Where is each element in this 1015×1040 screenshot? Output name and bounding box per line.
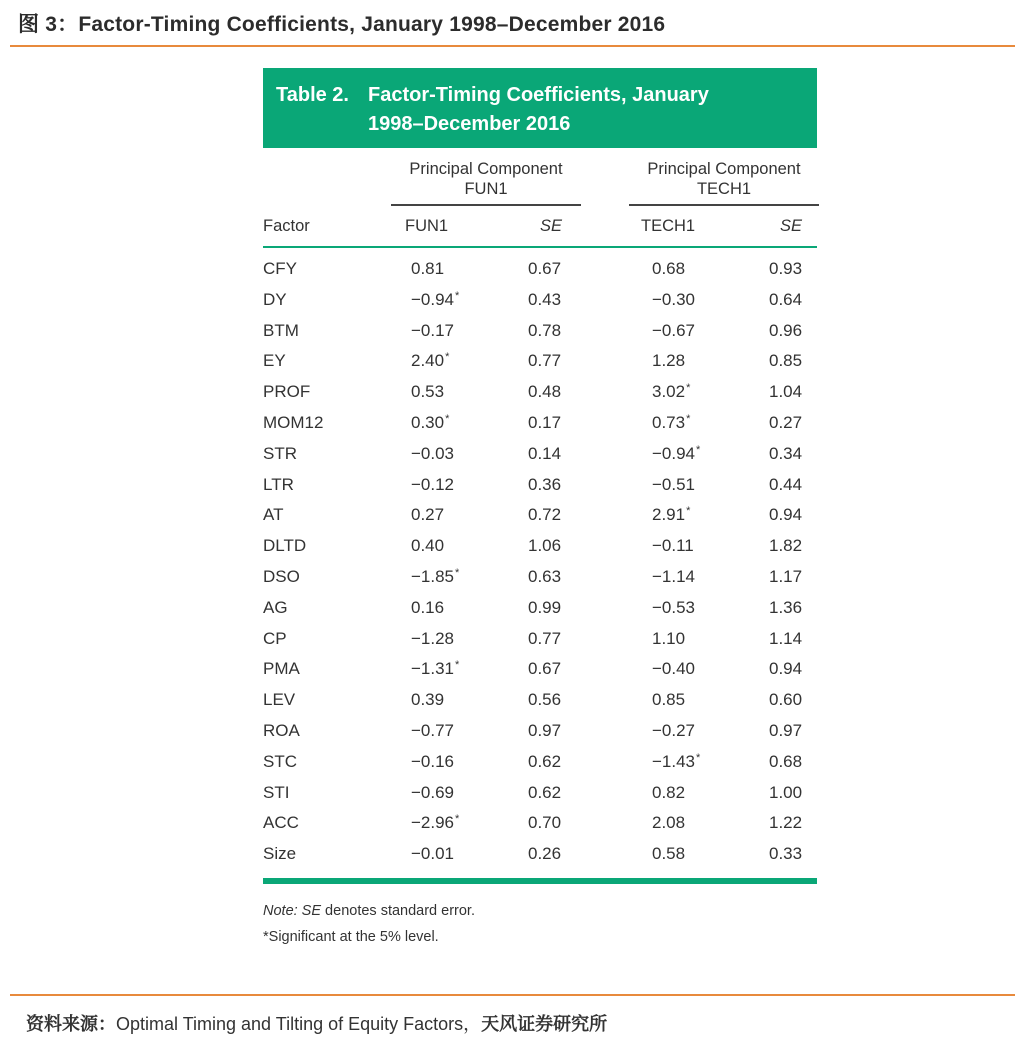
- cell-se2: 0.85: [769, 351, 803, 371]
- col-header-fun1: FUN1: [405, 217, 449, 235]
- cell-factor: Size: [263, 844, 297, 864]
- group-header-tech1: [629, 159, 819, 199]
- cell-fun1: −2.96*: [411, 813, 460, 833]
- source-org: 天风证券研究所: [481, 1014, 608, 1034]
- table-notes: [263, 898, 817, 950]
- cell-tech1: 0.68: [652, 259, 686, 278]
- cell-se1: 0.67: [528, 659, 562, 679]
- cell-fun1: −0.94*: [411, 289, 460, 309]
- table-title-line1: Factor-Timing Coefficients, January: [368, 84, 709, 106]
- table-row: [263, 439, 817, 470]
- col-header-se2: SE: [780, 217, 803, 235]
- cell-fun1: −1.31*: [411, 659, 460, 679]
- table-row: [263, 377, 817, 408]
- group-header-fun1-line2: FUN1: [464, 180, 508, 198]
- cell-se1: 0.14: [528, 443, 562, 463]
- cell-se2: 0.44: [769, 474, 803, 494]
- cell-tech1: 0.85: [652, 690, 686, 710]
- cell-se2: 0.60: [769, 690, 803, 710]
- cell-tech1: −0.40: [652, 659, 696, 679]
- cell-tech1: −0.67: [652, 320, 696, 340]
- table-row: [263, 408, 817, 439]
- cell-factor: PROF: [263, 382, 311, 402]
- cell-se1: 0.70: [528, 813, 562, 833]
- group-underline-fun1: [391, 204, 581, 206]
- cell-factor: STI: [263, 782, 290, 802]
- table-row: [263, 778, 817, 809]
- table-header-banner: [263, 68, 817, 148]
- cell-factor: AT: [263, 505, 284, 525]
- figure-title: 图 3：Factor-Timing Coefficients, January 1998–December 2016: [18, 13, 666, 36]
- cell-tech1: 3.02*: [652, 382, 691, 402]
- table-row: [263, 470, 817, 501]
- table-row: [263, 593, 817, 624]
- cell-se2: 0.94: [769, 505, 803, 525]
- cell-se2: 0.94: [769, 659, 803, 679]
- cell-fun1: −0.17: [411, 320, 455, 340]
- cell-se2: 0.96: [769, 320, 803, 340]
- cell-fun1: 0.81: [411, 259, 445, 278]
- cell-se1: 0.43: [528, 289, 562, 309]
- cell-se2: 1.00: [769, 782, 803, 802]
- cell-fun1: 0.39: [411, 690, 445, 710]
- cell-se2: 1.14: [769, 628, 803, 648]
- cell-factor: DSO: [263, 566, 300, 586]
- significance-marker: *: [445, 412, 450, 425]
- cell-se1: 0.36: [528, 474, 562, 494]
- col-header-se1: SE: [540, 217, 563, 235]
- group-header-tech1-line2: TECH1: [696, 180, 752, 198]
- cell-se1: 0.97: [528, 720, 562, 740]
- cell-tech1: 1.10: [652, 628, 686, 648]
- cell-tech1: 0.73*: [652, 412, 691, 432]
- note-label: Note: SE: [263, 902, 322, 919]
- cell-se1: 0.62: [528, 751, 562, 771]
- cell-fun1: 0.30*: [411, 412, 450, 432]
- cell-factor: CP: [263, 628, 287, 648]
- cell-fun1: −0.16: [411, 751, 455, 771]
- significance-marker: *: [686, 505, 691, 518]
- group-header-tech1-line1: Principal Component: [647, 160, 801, 178]
- significance-marker: *: [455, 289, 460, 302]
- cell-factor: STR: [263, 443, 297, 463]
- cell-tech1: 2.08: [652, 813, 686, 833]
- cell-tech1: 0.82: [652, 782, 686, 802]
- significance-marker: *: [455, 566, 460, 579]
- cell-factor: ROA: [263, 720, 300, 740]
- cell-se2: 0.33: [769, 844, 803, 864]
- cell-se2: 0.34: [769, 443, 803, 463]
- bottom-divider: [10, 994, 1015, 996]
- note-se: [263, 898, 817, 924]
- cell-fun1: −0.12: [411, 474, 455, 494]
- cell-tech1: −0.11: [652, 536, 694, 556]
- significance-marker: *: [445, 351, 450, 364]
- cell-se1: 0.56: [528, 690, 562, 710]
- cell-fun1: 0.16: [411, 597, 445, 617]
- cell-se1: 0.26: [528, 844, 562, 864]
- significance-marker: *: [696, 443, 701, 456]
- cell-se1: 0.77: [528, 351, 562, 371]
- table-row: [263, 747, 817, 778]
- cell-se1: 0.99: [528, 597, 562, 617]
- col-header-tech1: TECH1: [641, 217, 696, 235]
- cell-fun1: −1.28: [411, 628, 455, 648]
- table-row: [263, 285, 817, 316]
- cell-se2: 1.22: [769, 813, 803, 833]
- cell-fun1: −0.69: [411, 782, 455, 802]
- cell-se1: 0.77: [528, 628, 562, 648]
- cell-se1: 0.78: [528, 320, 562, 340]
- cell-factor: STC: [263, 751, 297, 771]
- cell-factor: BTM: [263, 320, 299, 340]
- table-row: [263, 624, 817, 655]
- cell-fun1: −0.77: [411, 720, 455, 740]
- table-row: [263, 685, 817, 716]
- column-groups: [263, 148, 817, 208]
- significance-marker: *: [686, 412, 691, 425]
- cell-se2: 0.97: [769, 720, 803, 740]
- cell-se2: 0.93: [769, 259, 803, 278]
- table-row: [263, 531, 817, 562]
- column-header-row: [263, 208, 817, 246]
- cell-fun1: 2.40*: [411, 351, 450, 371]
- table-row: [263, 254, 817, 285]
- cell-se1: 0.62: [528, 782, 562, 802]
- group-header-fun1: [391, 159, 581, 199]
- col-header-factor: Factor: [263, 217, 310, 235]
- factor-timing-table: [263, 68, 817, 950]
- cell-factor: LTR: [263, 474, 294, 494]
- cell-tech1: −0.30: [652, 289, 696, 309]
- cell-fun1: −1.85*: [411, 566, 460, 586]
- note-text: denotes standard error.: [321, 902, 475, 919]
- cell-se2: 1.04: [769, 382, 803, 402]
- cell-se1: 0.67: [528, 259, 562, 278]
- cell-se1: 0.63: [528, 566, 562, 586]
- cell-fun1: 0.27: [411, 505, 445, 525]
- table-row: [263, 839, 817, 870]
- cell-factor: ACC: [263, 813, 299, 833]
- cell-se2: 0.27: [769, 412, 803, 432]
- table-row: [263, 716, 817, 747]
- table-title-line2: 1998–December 2016: [368, 113, 571, 135]
- table-title: [368, 81, 709, 148]
- cell-factor: DLTD: [263, 536, 307, 556]
- cell-tech1: −1.14: [652, 566, 696, 586]
- group-underline-tech1: [629, 204, 819, 206]
- table-bottom-bar: [263, 878, 817, 884]
- source-line: [26, 1010, 607, 1036]
- table-body: [263, 248, 817, 870]
- cell-se1: 0.48: [528, 382, 562, 402]
- table-row: [263, 562, 817, 593]
- cell-se1: 0.72: [528, 505, 562, 525]
- cell-se1: 1.06: [528, 536, 562, 556]
- group-header-fun1-line1: Principal Component: [409, 160, 563, 178]
- cell-factor: PMA: [263, 659, 300, 679]
- cell-factor: EY: [263, 351, 286, 371]
- significance-marker: *: [696, 751, 701, 764]
- top-divider: [10, 45, 1015, 47]
- cell-fun1: −0.01: [411, 844, 455, 864]
- cell-tech1: −0.53: [652, 597, 696, 617]
- cell-tech1: 1.28: [652, 351, 686, 371]
- note-significance: *Significant at the 5% level.: [263, 928, 439, 945]
- cell-fun1: −0.03: [411, 443, 455, 463]
- table-row: [263, 654, 817, 685]
- cell-se2: 1.36: [769, 597, 803, 617]
- table-row: [263, 500, 817, 531]
- cell-tech1: −0.51: [652, 474, 696, 494]
- cell-se1: 0.17: [528, 412, 562, 432]
- cell-tech1: −1.43*: [652, 751, 701, 771]
- table-row: [263, 316, 817, 347]
- cell-fun1: 0.40: [411, 536, 445, 556]
- cell-se2: 0.68: [769, 751, 803, 771]
- cell-fun1: 0.53: [411, 382, 445, 402]
- table-row: [263, 346, 817, 377]
- cell-tech1: −0.27: [652, 720, 696, 740]
- cell-tech1: 2.91*: [652, 505, 691, 525]
- cell-factor: CFY: [263, 259, 297, 278]
- cell-tech1: 0.58: [652, 844, 686, 864]
- significance-marker: *: [455, 659, 460, 672]
- cell-se2: 1.82: [769, 536, 803, 556]
- significance-marker: *: [686, 382, 691, 395]
- cell-factor: MOM12: [263, 412, 324, 432]
- cell-factor: DY: [263, 289, 287, 309]
- significance-marker: *: [455, 813, 460, 826]
- table-row: [263, 808, 817, 839]
- cell-factor: AG: [263, 597, 288, 617]
- cell-factor: LEV: [263, 690, 296, 710]
- source-label: 资料来源：: [26, 1014, 116, 1034]
- table-number: Table 2.: [276, 84, 349, 106]
- cell-tech1: −0.94*: [652, 443, 701, 463]
- cell-se2: 1.17: [769, 566, 803, 586]
- cell-se2: 0.64: [769, 289, 803, 309]
- source-text: Optimal Timing and Tilting of Equity Factors，: [116, 1014, 482, 1034]
